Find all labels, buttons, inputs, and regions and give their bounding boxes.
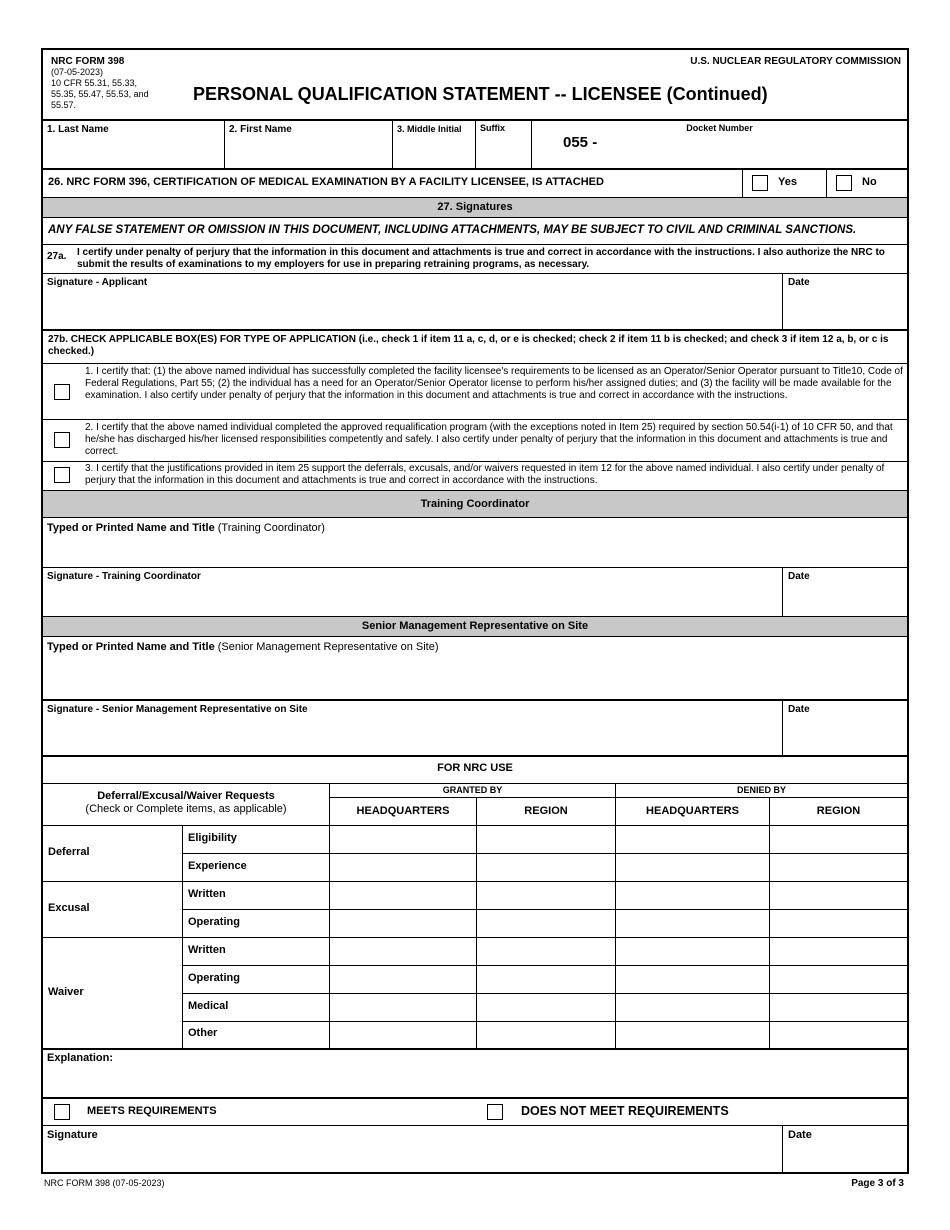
excusal-written-denied-hq-cell[interactable] <box>616 882 769 909</box>
waiver-written-granted-hq-cell[interactable] <box>330 938 476 965</box>
explanation-label: Explanation: <box>47 1052 114 1064</box>
senior-management-name-field[interactable] <box>43 638 907 699</box>
first-name-field[interactable] <box>225 120 392 168</box>
item26-no-label: No <box>862 176 877 188</box>
does-not-meet-requirements-label: DOES NOT MEET REQUIREMENTS <box>521 1104 729 1118</box>
waiver-other-granted-region-cell[interactable] <box>477 1022 615 1049</box>
waiver-medical-label: Medical <box>188 1000 229 1012</box>
senior-management-signature-field[interactable] <box>43 701 782 755</box>
waiver-operating-label: Operating <box>188 972 240 984</box>
requests-title: Deferral/Excusal/Waiver Requests <box>97 790 275 802</box>
waiver-operating-granted-region-cell[interactable] <box>477 966 615 993</box>
meets-requirements-label: MEETS REQUIREMENTS <box>87 1105 217 1117</box>
meets-requirements-checkbox[interactable] <box>54 1104 70 1120</box>
deferral-eligibility-granted-hq-cell[interactable] <box>330 826 476 853</box>
waiver-other-label: Other <box>188 1027 218 1039</box>
footer-form-id: NRC FORM 398 (07-05-2023) <box>44 1178 165 1188</box>
waiver-medical-denied-hq-cell[interactable] <box>616 994 769 1021</box>
waiver-other-granted-hq-cell[interactable] <box>330 1022 476 1049</box>
item26-yes-checkbox[interactable] <box>752 175 768 191</box>
training-coordinator-name-field[interactable] <box>43 519 907 567</box>
deferral-experience-denied-hq-cell[interactable] <box>616 854 769 881</box>
senior-management-date-label: Date <box>788 704 810 715</box>
form-date: (07-05-2023) <box>51 67 104 77</box>
item27a-certification: I certify under penalty of perjury that the information in this document and attachments is true and correct in accordance with the instructions. I also authorize the NRC to submit the results of examinations to my employers for use in preparing retraining programs, as necessary. <box>77 247 885 270</box>
excusal-written-granted-region-cell[interactable] <box>477 882 615 909</box>
page-number: Page 3 of 3 <box>851 1178 904 1189</box>
applicant-signature-label: Signature - Applicant <box>47 277 148 288</box>
nrc-date-field[interactable] <box>783 1126 907 1174</box>
nrc-signature-field[interactable] <box>43 1126 782 1174</box>
excusal-group-label: Excusal <box>48 902 90 914</box>
first-name-label: 2. First Name <box>229 124 292 135</box>
agency-name: U.S. NUCLEAR REGULATORY COMMISSION <box>690 56 901 67</box>
waiver-written-label: Written <box>188 944 226 956</box>
application-type-1-checkbox[interactable] <box>54 384 70 400</box>
application-type-3-checkbox[interactable] <box>54 467 70 483</box>
senior-management-name-label: Typed or Printed Name and Title (Senior Management Representative on Site) <box>47 641 439 653</box>
deferral-eligibility-denied-region-cell[interactable] <box>770 826 907 853</box>
item27b-instructions: 27b. CHECK APPLICABLE BOX(ES) FOR TYPE OF APPLICATION (i.e., check 1 if item 11 a, c, d, or e is checked; check 2 if item 11 b is checked; and check 3 if item 12 a, b, or c is checked.) <box>48 334 889 357</box>
excusal-operating-denied-region-cell[interactable] <box>770 910 907 937</box>
excusal-written-label: Written <box>188 888 226 900</box>
middle-initial-label: 3. Middle Initial <box>397 124 462 134</box>
applicant-date-label: Date <box>788 277 810 288</box>
excusal-operating-denied-hq-cell[interactable] <box>616 910 769 937</box>
applicant-date-field[interactable] <box>783 274 907 329</box>
page-title: PERSONAL QUALIFICATION STATEMENT -- LICENSEE (Continued) <box>193 84 768 104</box>
nrc-signature-label: Signature <box>47 1129 98 1141</box>
application-type-3-text: 3. I certify that the justifications provided in item 25 support the deferrals, excusals, and/or waivers requested in item 12 for the above named individual. I also certify under penalty of perjury that the information in this document and attachments is true and correct in accordance with the instructions. <box>85 463 885 486</box>
waiver-medical-granted-hq-cell[interactable] <box>330 994 476 1021</box>
training-coordinator-signature-field[interactable] <box>43 568 782 616</box>
excusal-operating-label: Operating <box>188 916 240 928</box>
deferral-experience-granted-hq-cell[interactable] <box>330 854 476 881</box>
deferral-eligibility-granted-region-cell[interactable] <box>477 826 615 853</box>
applicant-signature-field[interactable] <box>43 274 782 329</box>
last-name-field[interactable] <box>43 120 224 168</box>
training-coordinator-name-label: Typed or Printed Name and Title (Training Coordinator) <box>47 522 325 534</box>
waiver-operating-denied-hq-cell[interactable] <box>616 966 769 993</box>
docket-number-prefix: 055 - <box>563 134 598 151</box>
item26-yes-label: Yes <box>778 176 797 188</box>
explanation-field[interactable] <box>43 1050 907 1097</box>
docket-number-label: Docket Number <box>686 123 753 133</box>
waiver-other-denied-region-cell[interactable] <box>770 1022 907 1049</box>
false-statement-warning: ANY FALSE STATEMENT OR OMISSION IN THIS DOCUMENT, INCLUDING ATTACHMENTS, MAY BE SUBJECT TO CIVIL AND CRIMINAL SANCTIONS. <box>48 224 857 236</box>
granted-region-header: REGION <box>524 805 568 817</box>
waiver-medical-denied-region-cell[interactable] <box>770 994 907 1021</box>
waiver-medical-granted-region-cell[interactable] <box>477 994 615 1021</box>
item26-no-checkbox[interactable] <box>836 175 852 191</box>
signatures-heading: 27. Signatures <box>43 197 907 218</box>
denied-by-header: DENIED BY <box>736 785 786 795</box>
excusal-operating-granted-hq-cell[interactable] <box>330 910 476 937</box>
nrc-date-label: Date <box>788 1129 812 1141</box>
form-page <box>41 48 909 1174</box>
waiver-written-denied-hq-cell[interactable] <box>616 938 769 965</box>
deferral-eligibility-denied-hq-cell[interactable] <box>616 826 769 853</box>
training-coordinator-signature-label: Signature - Training Coordinator <box>47 571 201 582</box>
docket-number-field[interactable] <box>603 134 893 162</box>
suffix-field[interactable] <box>476 120 531 168</box>
application-type-1-text: 1. I certify that: (1) the above named individual has successfully completed the facility licensee's requirements to be licensed as an Operator/Senior Operator pursuant to Title10, Code of Federal Regulations, Part 55; (2) the individual has a need for an Operator/Senior Operator license to perform his/her assigned duties; and (3) the facility will be made available for the examination. I also certify under penalty of perjury that the information in this document and attachments is true and correct in accordance with the instructions. <box>85 366 903 401</box>
waiver-other-denied-hq-cell[interactable] <box>616 1022 769 1049</box>
form-number: NRC FORM 398 <box>51 56 125 67</box>
waiver-operating-granted-hq-cell[interactable] <box>330 966 476 993</box>
denied-region-header: REGION <box>816 805 861 817</box>
granted-headquarters-header: HEADQUARTERS <box>356 805 450 817</box>
application-type-2-checkbox[interactable] <box>54 432 70 448</box>
middle-initial-field[interactable] <box>393 120 475 168</box>
application-type-2-text: 2. I certify that the above named individual completed the approved requalification program (with the exceptions noted in Item 25) required by section 50.54(i-1) of 10 CFR 50, and that he/she has discharged his/her licensed responsibilities competently and safely. I also certify under penalty of perjury that the information in this document and attachments is true and correct. <box>85 422 893 457</box>
requests-subtitle: (Check or Complete items, as applicable) <box>85 803 287 815</box>
cfr-references: 10 CFR 55.31, 55.33, 55.35, 55.47, 55.53, and 55.57. <box>51 78 149 110</box>
waiver-written-granted-region-cell[interactable] <box>477 938 615 965</box>
training-coordinator-date-field[interactable] <box>783 568 907 616</box>
suffix-label: Suffix <box>480 123 506 133</box>
excusal-operating-granted-region-cell[interactable] <box>477 910 615 937</box>
training-coordinator-heading: Training Coordinator <box>43 490 907 518</box>
does-not-meet-requirements-checkbox[interactable] <box>487 1104 503 1120</box>
waiver-group-label: Waiver <box>48 986 84 998</box>
nrc-use-heading: FOR NRC USE <box>437 762 513 774</box>
senior-management-signature-label: Signature - Senior Management Representative on Site <box>47 704 308 715</box>
excusal-written-granted-hq-cell[interactable] <box>330 882 476 909</box>
deferral-experience-label: Experience <box>188 860 247 872</box>
deferral-experience-denied-region-cell[interactable] <box>770 854 907 881</box>
granted-by-header: GRANTED BY <box>442 785 503 795</box>
waiver-operating-denied-region-cell[interactable] <box>770 966 907 993</box>
item26-label: 26. NRC FORM 396, CERTIFICATION OF MEDICAL EXAMINATION BY A FACILITY LICENSEE, IS ATTACHED <box>48 176 604 188</box>
item27a-number: 27a. <box>47 251 67 262</box>
deferral-experience-granted-region-cell[interactable] <box>477 854 615 881</box>
waiver-written-denied-region-cell[interactable] <box>770 938 907 965</box>
deferral-eligibility-label: Eligibility <box>188 832 237 844</box>
training-coordinator-date-label: Date <box>788 571 810 582</box>
last-name-label: 1. Last Name <box>47 124 109 135</box>
senior-management-date-field[interactable] <box>783 701 907 755</box>
senior-management-heading: Senior Management Representative on Site <box>43 616 907 637</box>
deferral-group-label: Deferral <box>48 846 90 858</box>
excusal-written-denied-region-cell[interactable] <box>770 882 907 909</box>
denied-headquarters-header: HEADQUARTERS <box>646 805 739 817</box>
